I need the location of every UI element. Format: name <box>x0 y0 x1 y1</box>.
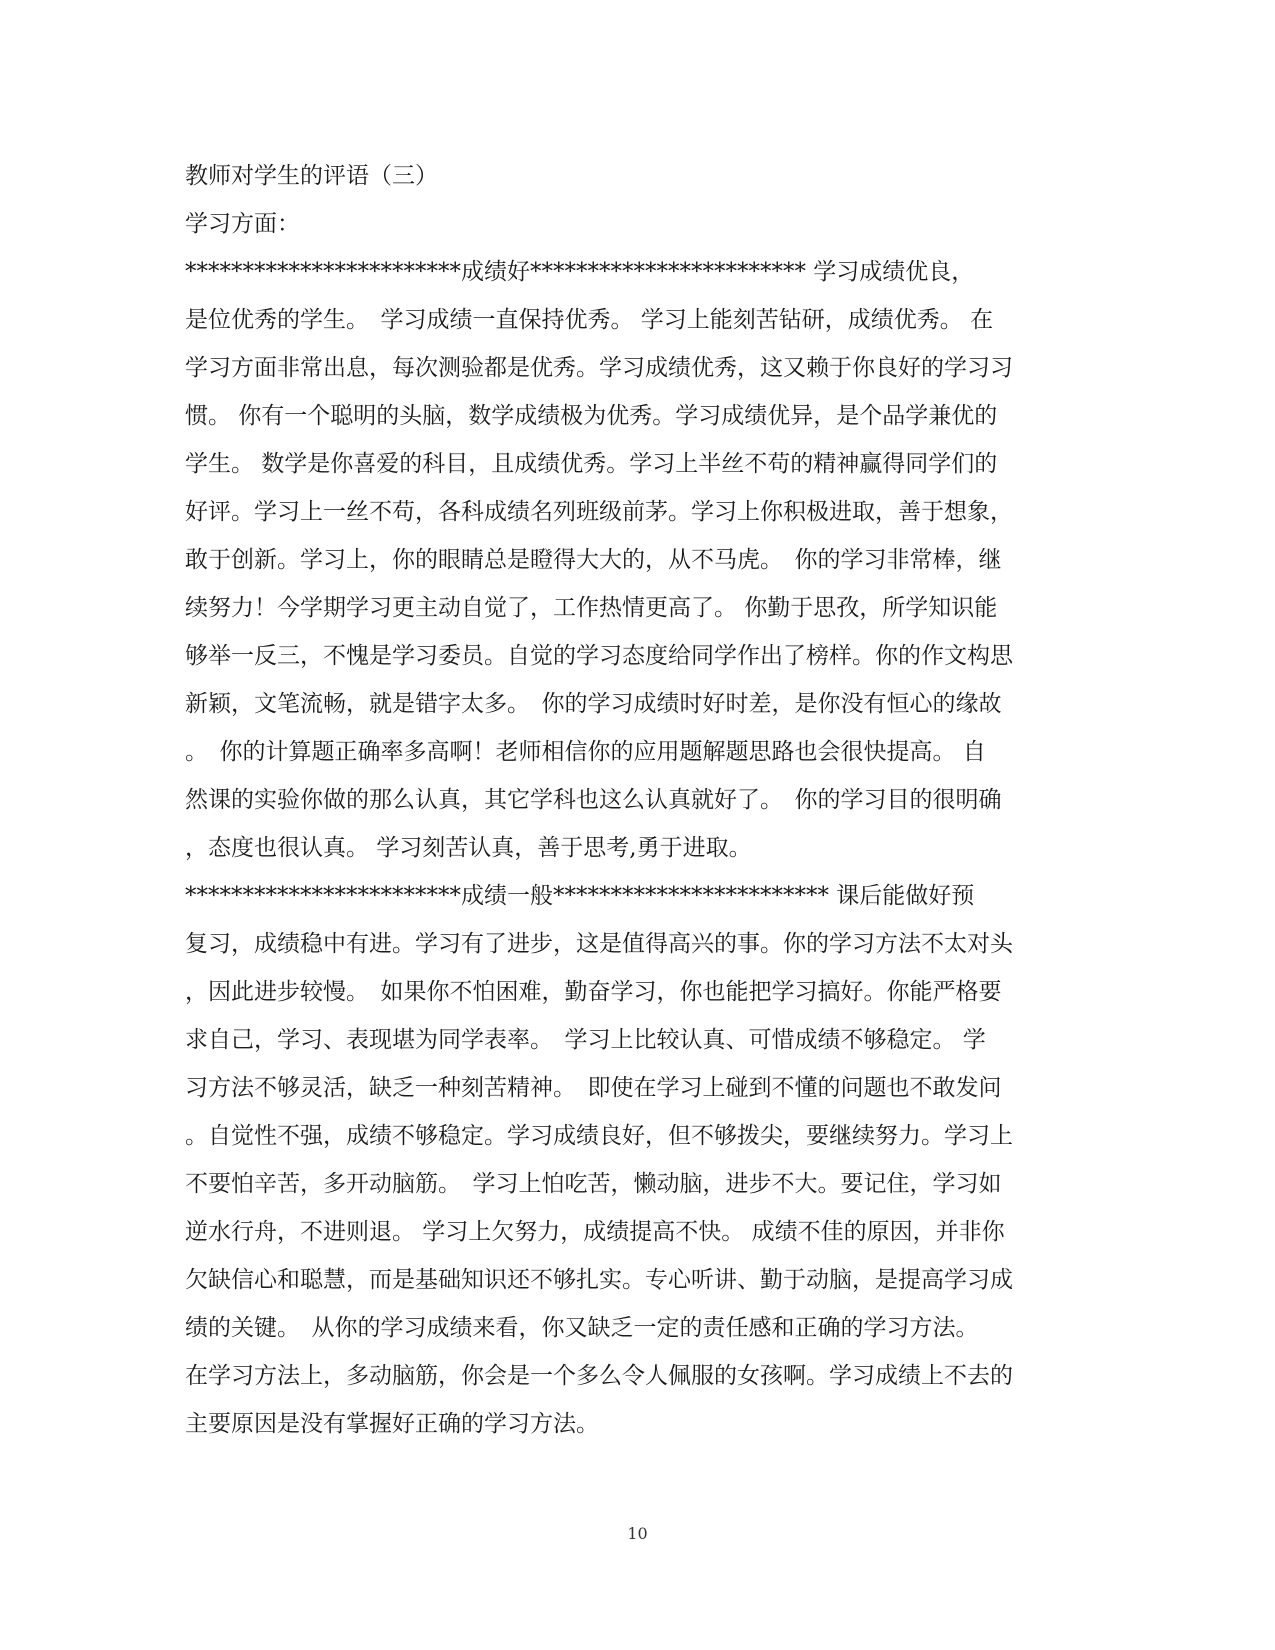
text-line-content: 欠缺信心和聪慧，而是基础知识还不够扎实。专心听讲、勤于动脑，是提高学习成 <box>185 1267 1013 1293</box>
text-line <box>185 680 1090 728</box>
text-line-content: 然课的实验你做的那么认真，其它学科也这么认真就好了。 你的学习目的很明确 <box>185 787 1002 813</box>
text-line-content: 惯。 你有一个聪明的头脑，数学成绩极为优秀。学习成绩优异，是个品学兼优的 <box>185 403 998 429</box>
text-line <box>185 1304 1090 1352</box>
paragraph-lines <box>185 248 1090 1448</box>
text-line <box>185 296 1090 344</box>
text-line <box>185 344 1090 392</box>
text-line-content: 在学习方法上，多动脑筋，你会是一个多么令人佩服的女孩啊。学习成绩上不去的 <box>185 1363 1013 1389</box>
text-line-content: 习方法不够灵活，缺乏一种刻苦精神。 即使在学习上碰到不懂的问题也不敢发问 <box>185 1075 1002 1101</box>
text-line <box>185 920 1090 968</box>
text-line-content: ，因此进步较慢。 如果你不怕困难，勤奋学习，你也能把学习搞好。你能严格要 <box>185 979 1002 1005</box>
text-line-content: 学习方面非常出息，每次测验都是优秀。学习成绩优秀，这又赖于你良好的学习习 <box>185 355 1013 381</box>
text-line <box>185 1256 1090 1304</box>
document-title: 教师对学生的评语（三） <box>185 163 438 189</box>
text-line <box>185 584 1090 632</box>
text-line-content: 够举一反三，不愧是学习委员。自觉的学习态度给同学作出了榜样。你的作文构思 <box>185 643 1013 669</box>
text-line-content: 不要怕辛苦，多开动脑筋。 学习上怕吃苦，懒动脑，进步不大。要记住，学习如 <box>185 1171 1002 1197</box>
text-line-content: ************************成绩好************************ 学习成绩优良， <box>185 259 975 285</box>
text-line <box>185 1016 1090 1064</box>
text-line <box>185 968 1090 1016</box>
text-line <box>185 248 1090 296</box>
text-line <box>185 488 1090 536</box>
text-line <box>185 1112 1090 1160</box>
text-line <box>185 632 1090 680</box>
text-line-content: 绩的关键。 从你的学习成绩来看，你又缺乏一定的责任感和正确的学习方法。 <box>185 1315 979 1341</box>
text-line <box>185 536 1090 584</box>
text-line <box>185 1352 1090 1400</box>
text-line <box>185 1160 1090 1208</box>
text-line-content: 求自己，学习、表现堪为同学表率。 学习上比较认真、可惜成绩不够稳定。 学 <box>185 1027 986 1053</box>
text-line-content: 。 你的计算题正确率多高啊！老师相信你的应用题解题思路也会很快提高。 自 <box>185 739 986 765</box>
text-line <box>185 1400 1090 1448</box>
text-line-content: 新颖，文笔流畅，就是错字太多。 你的学习成绩时好时差，是你没有恒心的缘故 <box>185 691 1002 717</box>
text-line-content: ************************成绩一般************************ 课后能做好预 <box>185 883 975 909</box>
text-line <box>185 776 1090 824</box>
text-line-content: 敢于创新。学习上，你的眼睛总是瞪得大大的，从不马虎。 你的学习非常棒，继 <box>185 547 1002 573</box>
text-line-content: 是位优秀的学生。 学习成绩一直保持优秀。 学习上能刻苦钻研，成绩优秀。 在 <box>185 307 994 333</box>
text-line-content: 主要原因是没有掌握好正确的学习方法。 <box>185 1411 599 1437</box>
text-line-content: 学生。 数学是你喜爱的科目，且成绩优秀。学习上半丝不苟的精神赢得同学们的 <box>185 451 998 477</box>
page-number: 10 <box>627 1524 648 1543</box>
text-line <box>185 1064 1090 1112</box>
document-body <box>185 152 1090 1448</box>
text-line <box>185 872 1090 920</box>
text-line <box>185 1208 1090 1256</box>
section-label: 学习方面： <box>185 211 300 237</box>
text-line-content: 逆水行舟，不进则退。 学习上欠努力，成绩提高不快。 成绩不佳的原因，并非你 <box>185 1219 1005 1245</box>
text-line <box>185 728 1090 776</box>
text-line <box>185 392 1090 440</box>
text-line-content: 好评。学习上一丝不苟，各科成绩名列班级前茅。学习上你积极进取，善于想象， <box>185 499 1013 525</box>
text-line-content: 复习，成绩稳中有进。学习有了进步，这是值得高兴的事。你的学习方法不太对头 <box>185 931 1013 957</box>
text-line <box>185 440 1090 488</box>
text-line-content: 。自觉性不强，成绩不够稳定。学习成绩良好，但不够拨尖，要继续努力。学习上 <box>185 1123 1013 1149</box>
text-line <box>185 824 1090 872</box>
text-line-content: ，态度也很认真。 学习刻苦认真，善于思考,勇于进取。 <box>185 835 752 861</box>
text-line-content: 续努力！今学期学习更主动自觉了，工作热情更高了。 你勤于思孜，所学知识能 <box>185 595 998 621</box>
